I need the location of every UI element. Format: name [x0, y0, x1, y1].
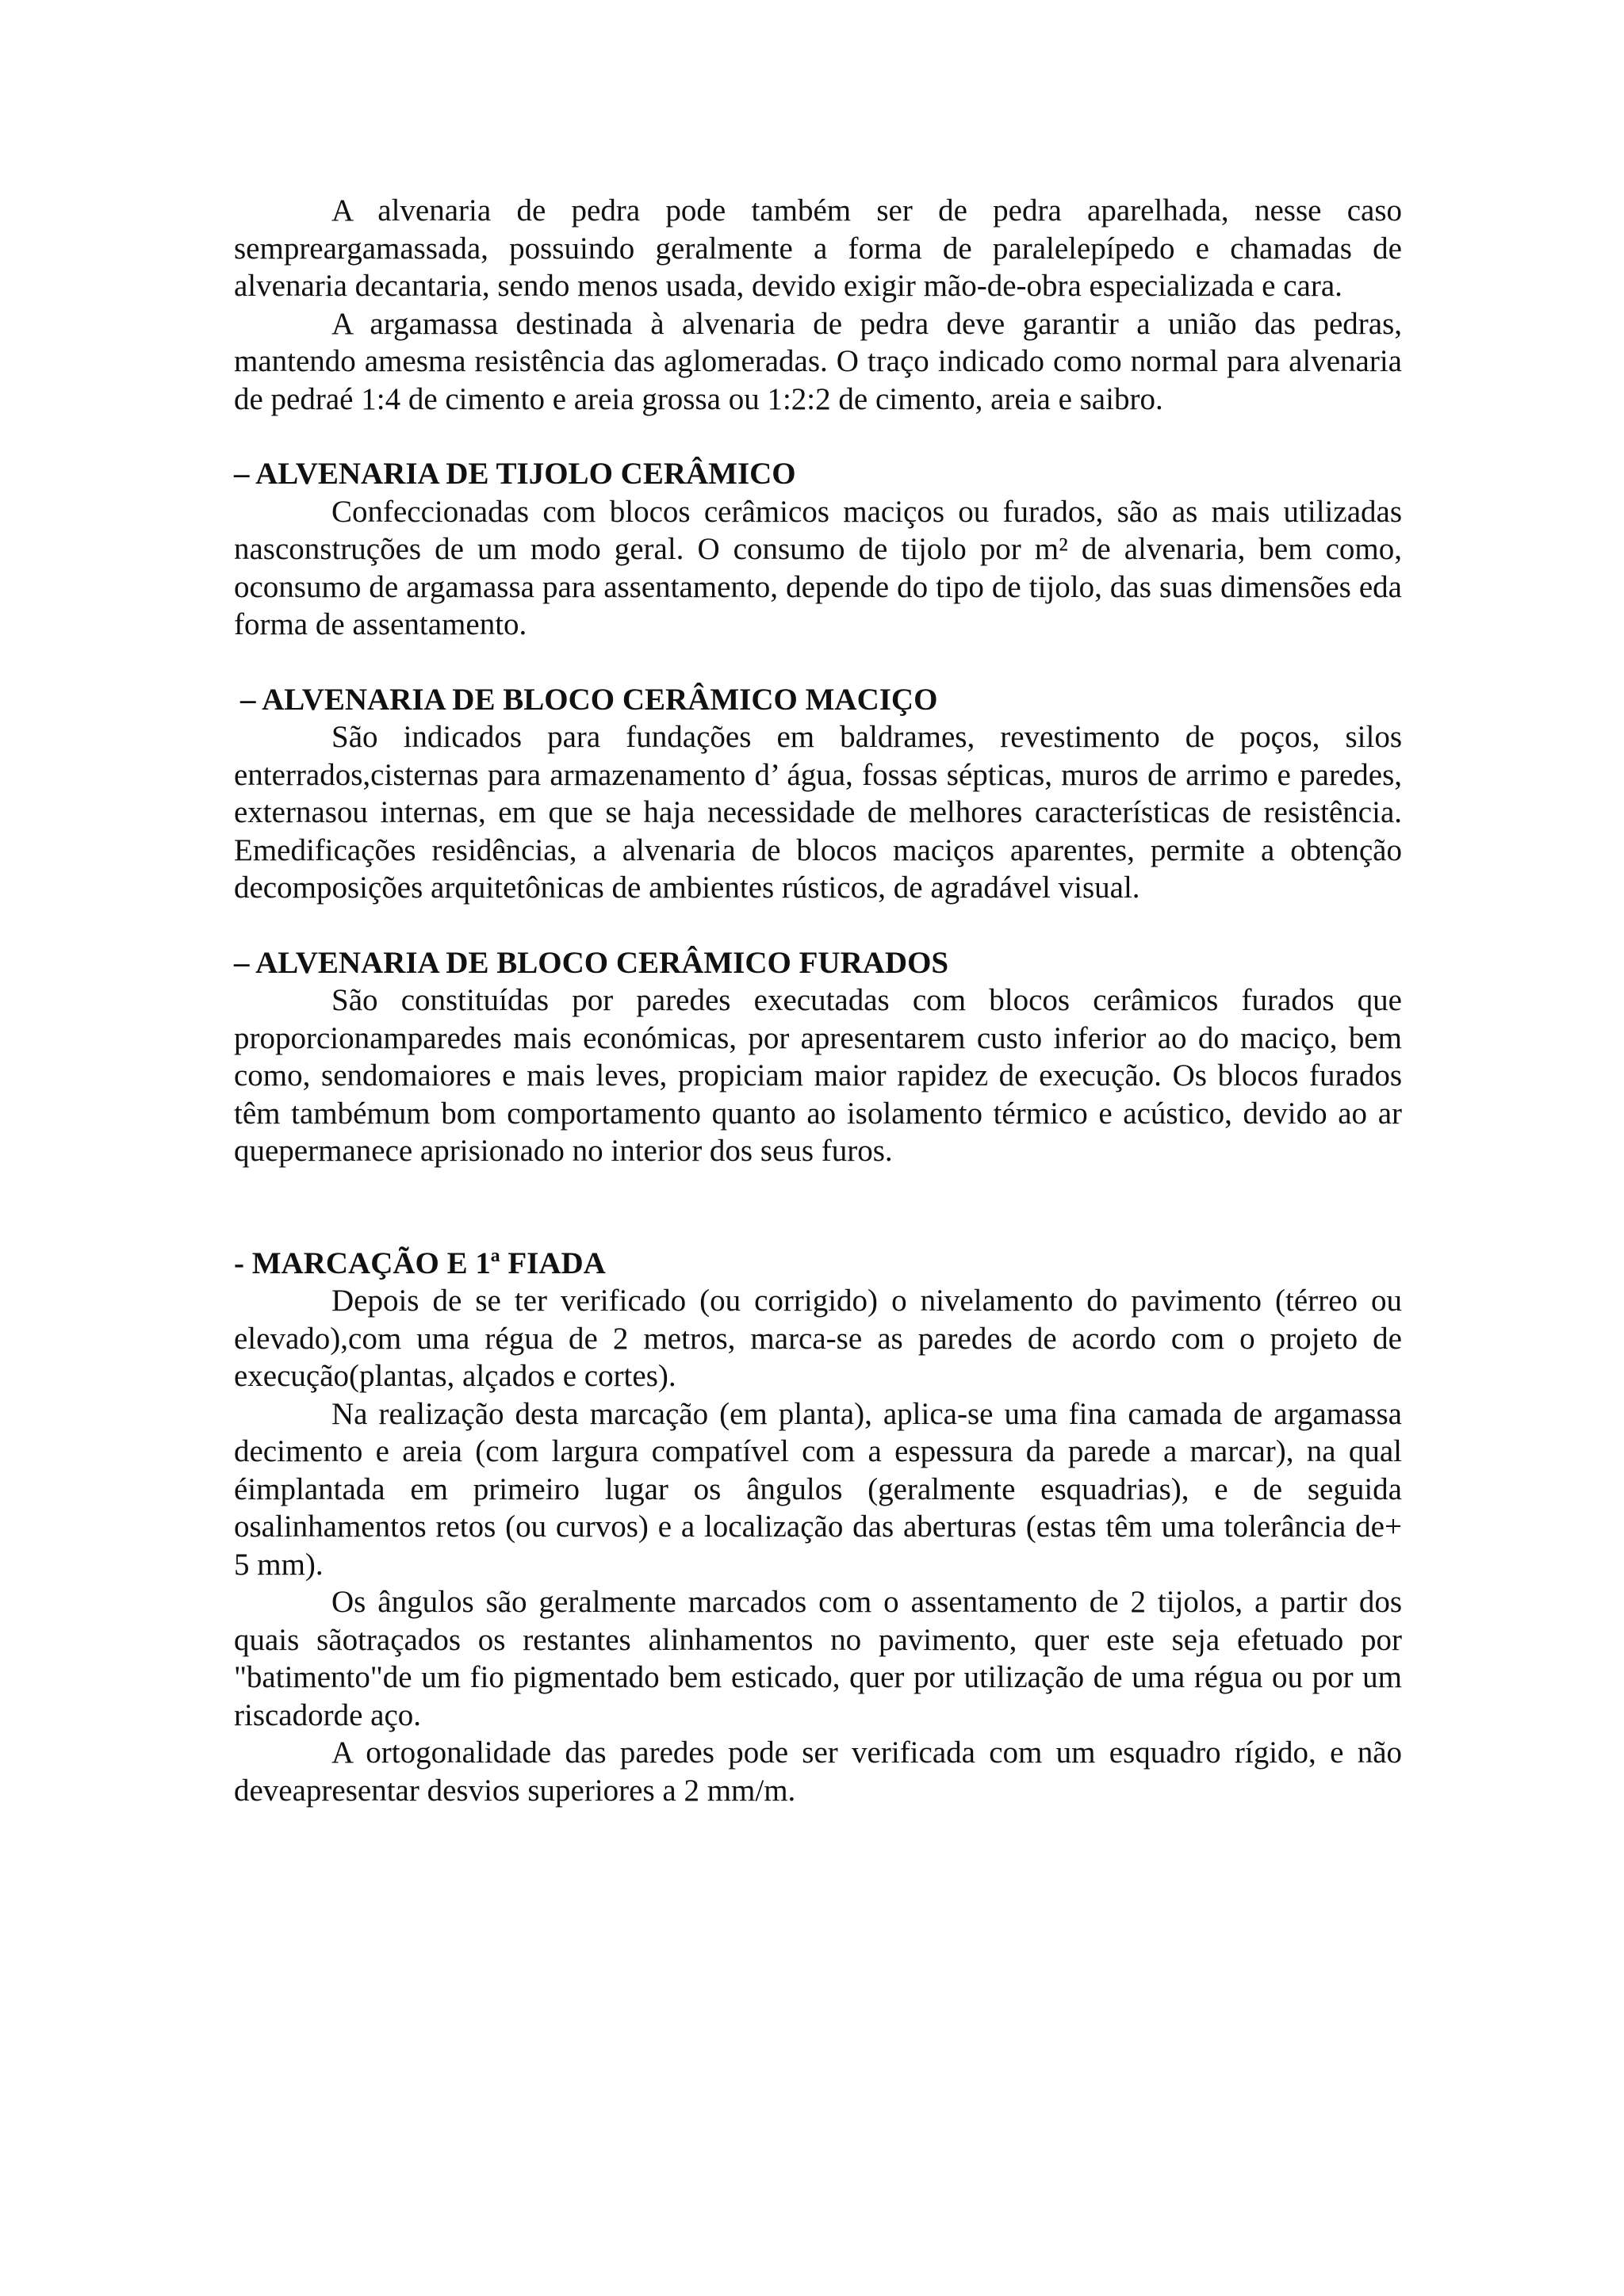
heading-bloco-furados: – ALVENARIA DE BLOCO CERÂMICO FURADOS: [234, 945, 949, 980]
paragraph-bloco-macico: São indicados para fundações em baldrames, revestimento de poços, silos enterrados,cisternas para armazenamento d’ água, fossas sépticas, muros de arrimo e paredes, externasou internas, em que se haja necessidade de melhores características de resistência. Emedificações residências, a alvenaria de blocos maciços aparentes, permite a obtenção decomposições arquitetônicas de ambientes rústicos, de agradável visual.: [234, 720, 1402, 905]
paragraph-angulos: Os ângulos são geralmente marcados com o assentamento de 2 tijolos, a partir dos quais sãotraçados os restantes alinhamentos no pavimento, quer este seja efetuado por "batimento"de um fio pigmentado bem esticado, quer por utilização de uma régua ou por um riscadorde aço.: [234, 1585, 1402, 1732]
heading-tijolo-ceramico: – ALVENARIA DE TIJOLO CERÂMICO: [234, 457, 796, 491]
paragraph-ortogonalidade: A ortogonalidade das paredes pode ser verificada com um esquadro rígido, e não deveapresentar desvios superiores a 2 mm/m.: [234, 1735, 1402, 1808]
document-page: [234, 192, 1402, 1809]
spacer: [234, 418, 1402, 455]
paragraph-realizacao-marcacao: Na realização desta marcação (em planta), aplica-se uma fina camada de argamassa decimento e areia (com largura compatível com a espessura da parede a marcar), na qual éimplantada em primeiro lugar os ângulos (geralmente esquadrias), e de seguida osalinhamentos retos (ou curvos) e a localização das aberturas (estas têm uma tolerância de+ 5 mm).: [234, 1396, 1402, 1582]
paragraph-bloco-furados: São constituídas por paredes executadas com blocos cerâmicos furados que proporcionamparedes mais económicas, por apresentarem custo inferior ao do maciço, bem como, sendomaiores e mais leves, propiciam maior rapidez de execução. Os blocos furados têm tambémum bom comportamento quanto ao isolamento térmico e acústico, devido ao ar quepermanece aprisionado no interior dos seus furos.: [234, 983, 1402, 1168]
spacer: [234, 644, 1402, 681]
paragraph-nivelamento: Depois de se ter verificado (ou corrigido) o nivelamento do pavimento (térreo ou elevado),com uma régua de 2 metros, marca-se as paredes de acordo com o projeto de execução(plantas, alçados e cortes).: [234, 1284, 1402, 1393]
paragraph-pedra-aparelhada: A alvenaria de pedra pode também ser de pedra aparelhada, nesse caso sempreargamassada, possuindo geralmente a forma de paralelepípedo e chamadas de alvenaria decantaria, sendo menos usada, devido exigir mão-de-obra especializada e cara.: [234, 193, 1402, 303]
spacer: [234, 907, 1402, 944]
heading-bloco-macico: – ALVENARIA DE BLOCO CERÂMICO MACIÇO: [240, 682, 938, 717]
heading-marcacao-fiada: - MARCAÇÃO E 1ª FIADA: [234, 1246, 606, 1280]
spacer: [234, 1170, 1402, 1245]
paragraph-argamassa-pedra: A argamassa destinada à alvenaria de pedra deve garantir a união das pedras, mantendo amesma resistência das aglomeradas. O traço indicado como normal para alvenaria de pedraé 1:4 de cimento e areia grossa ou 1:2:2 de cimento, areia e saibro.: [234, 306, 1402, 416]
paragraph-tijolo-ceramico: Confeccionadas com blocos cerâmicos maciços ou furados, são as mais utilizadas nasconstruções de um modo geral. O consumo de tijolo por m² de alvenaria, bem como, oconsumo de argamassa para assentamento, depende do tipo de tijolo, das suas dimensões eda forma de assentamento.: [234, 494, 1402, 641]
